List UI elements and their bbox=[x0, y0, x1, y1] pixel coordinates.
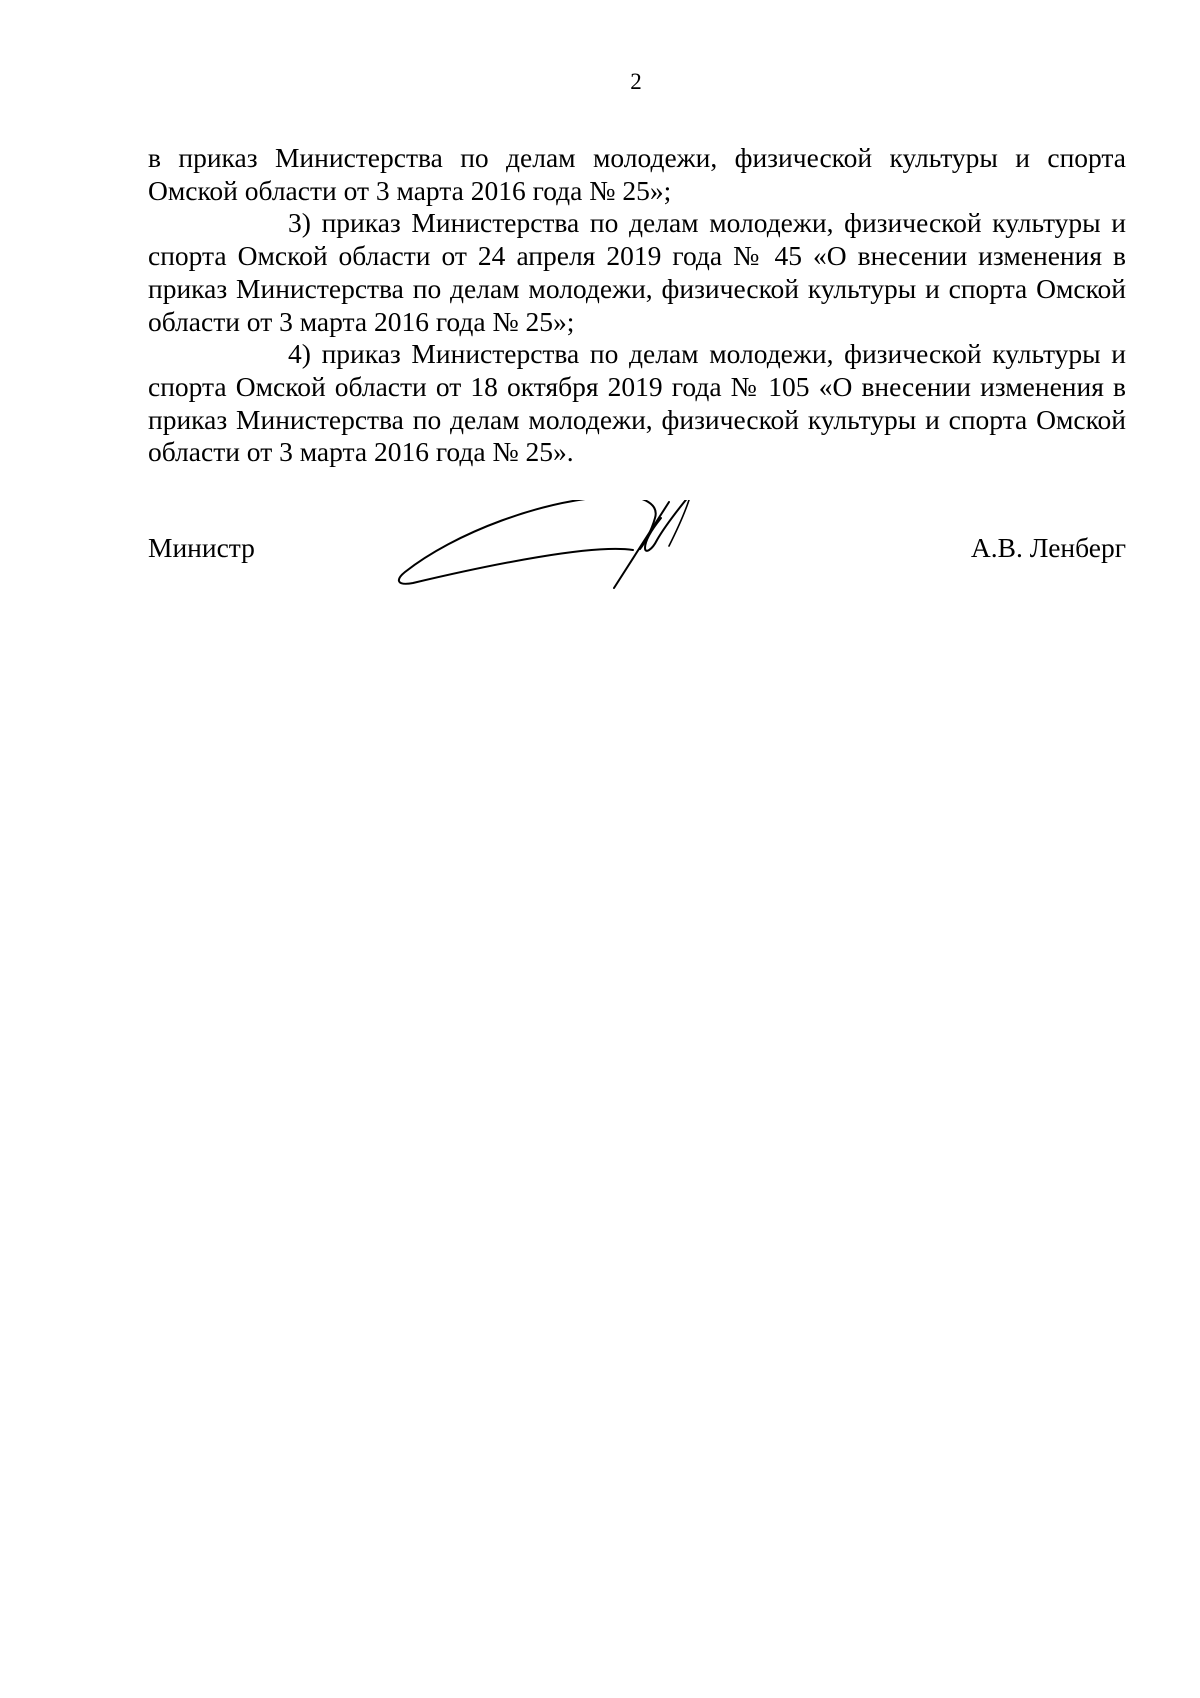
signature-diagonal-stroke bbox=[614, 502, 669, 588]
paragraph-continuation bbox=[148, 142, 1126, 207]
list-item-3 bbox=[148, 207, 1126, 338]
paragraph-text: приказ Министерства по делам молодежи, физической культуры и спорта Омской области от 24 апреля 2019 года № 45 «О внесении изменения в приказ Министерства по делам молодежи, физической культуры и спорта Омской области от 3 марта 2016 года № 25»; bbox=[148, 207, 1126, 337]
paragraph-text: приказ Министерства по делам молодежи, физической культуры и спорта Омской области от 18 октября 2019 года № 105 «О внесении изменения в приказ Министерства по делам молодежи, физической культуры и спорта Омской области от 3 марта 2016 года № 25». bbox=[148, 338, 1126, 468]
signature-tail-stroke bbox=[669, 500, 689, 546]
signer-name: А.В. Ленберг bbox=[970, 532, 1126, 563]
list-item-4 bbox=[148, 338, 1126, 469]
list-item-number: 3) bbox=[288, 207, 311, 239]
list-item-number: 4) bbox=[288, 338, 311, 370]
handwritten-signature-icon bbox=[393, 500, 723, 608]
signer-position: Министр bbox=[148, 532, 255, 563]
signature-loop-stroke bbox=[399, 500, 656, 584]
document-body bbox=[148, 142, 1126, 469]
paragraph-text: в приказ Министерства по делам молодежи, физической культуры и спорта Омской области от 3 марта 2016 года № 25»; bbox=[148, 142, 1126, 206]
page-number: 2 bbox=[630, 69, 642, 94]
signature-block bbox=[148, 532, 1126, 612]
